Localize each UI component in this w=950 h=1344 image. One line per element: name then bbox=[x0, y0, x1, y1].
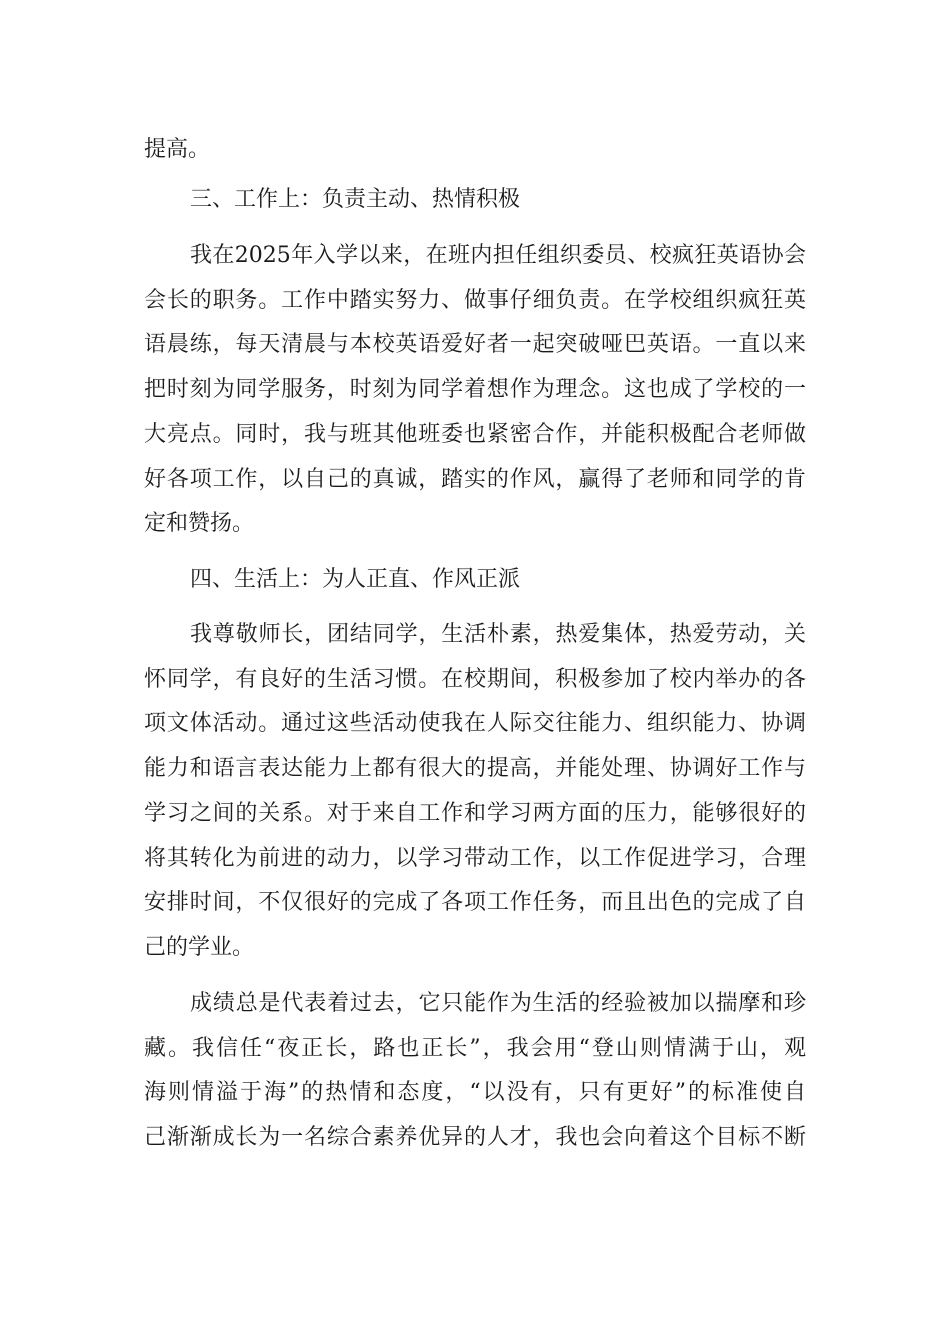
paragraph-line: 语晨练，每天清晨与本校英语爱好者一起突破哑巴英语。一直以来 bbox=[144, 332, 806, 357]
section-heading-life: 四、生活上：为人正直、作风正派 bbox=[190, 567, 521, 592]
paragraph-line: 好各项工作，以自己的真诚，踏实的作风，赢得了老师和同学的肯 bbox=[144, 467, 806, 492]
paragraph-line: 能力和语言表达能力上都有很大的提高，并能处理、协调好工作与 bbox=[144, 756, 806, 781]
paragraph-line: 将其转化为前进的动力，以学习带动工作，以工作促进学习，合理 bbox=[144, 846, 806, 871]
paragraph-line: 成绩总是代表着过去，它只能作为生活的经验被加以揣摩和珍 bbox=[190, 991, 806, 1016]
paragraph-line: 己的学业。 bbox=[144, 935, 255, 960]
paragraph-line: 我尊敬师长，团结同学，生活朴素，热爱集体，热爱劳动，关 bbox=[190, 622, 806, 647]
section-heading-work: 三、工作上：负责主动、热情积极 bbox=[190, 187, 521, 212]
paragraph-line: 学习之间的关系。对于来自工作和学习两方面的压力，能够很好的 bbox=[144, 801, 806, 826]
paragraph-line: 怀同学，有良好的生活习惯。在校期间，积极参加了校内举办的各 bbox=[144, 667, 806, 692]
paragraph-line: 大亮点。同时，我与班其他班委也紧密合作，并能积极配合老师做 bbox=[144, 422, 806, 447]
paragraph-line: 海则情溢于海”的热情和态度，“以没有，只有更好”的标准使自 bbox=[144, 1080, 806, 1105]
paragraph-line: 提高。 bbox=[144, 137, 211, 162]
paragraph-line: 安排时间，不仅很好的完成了各项工作任务，而且出色的完成了自 bbox=[144, 890, 806, 915]
paragraph-line: 定和赞扬。 bbox=[144, 511, 255, 536]
paragraph-line: 藏。我信任“夜正长，路也正长”，我会用“登山则情满于山，观 bbox=[144, 1036, 806, 1061]
paragraph-line: 我在2025年入学以来，在班内担任组织委员、校疯狂英语协会 bbox=[190, 243, 806, 268]
paragraph-line: 己渐渐成长为一名综合素养优异的人才，我也会向着这个目标不断 bbox=[144, 1125, 806, 1150]
paragraph-line: 会长的职务。工作中踏实努力、做事仔细负责。在学校组织疯狂英 bbox=[144, 288, 806, 313]
paragraph-line: 把时刻为同学服务，时刻为同学着想作为理念。这也成了学校的一 bbox=[144, 377, 806, 402]
paragraph-line: 项文体活动。通过这些活动使我在人际交往能力、组织能力、协调 bbox=[144, 711, 806, 736]
